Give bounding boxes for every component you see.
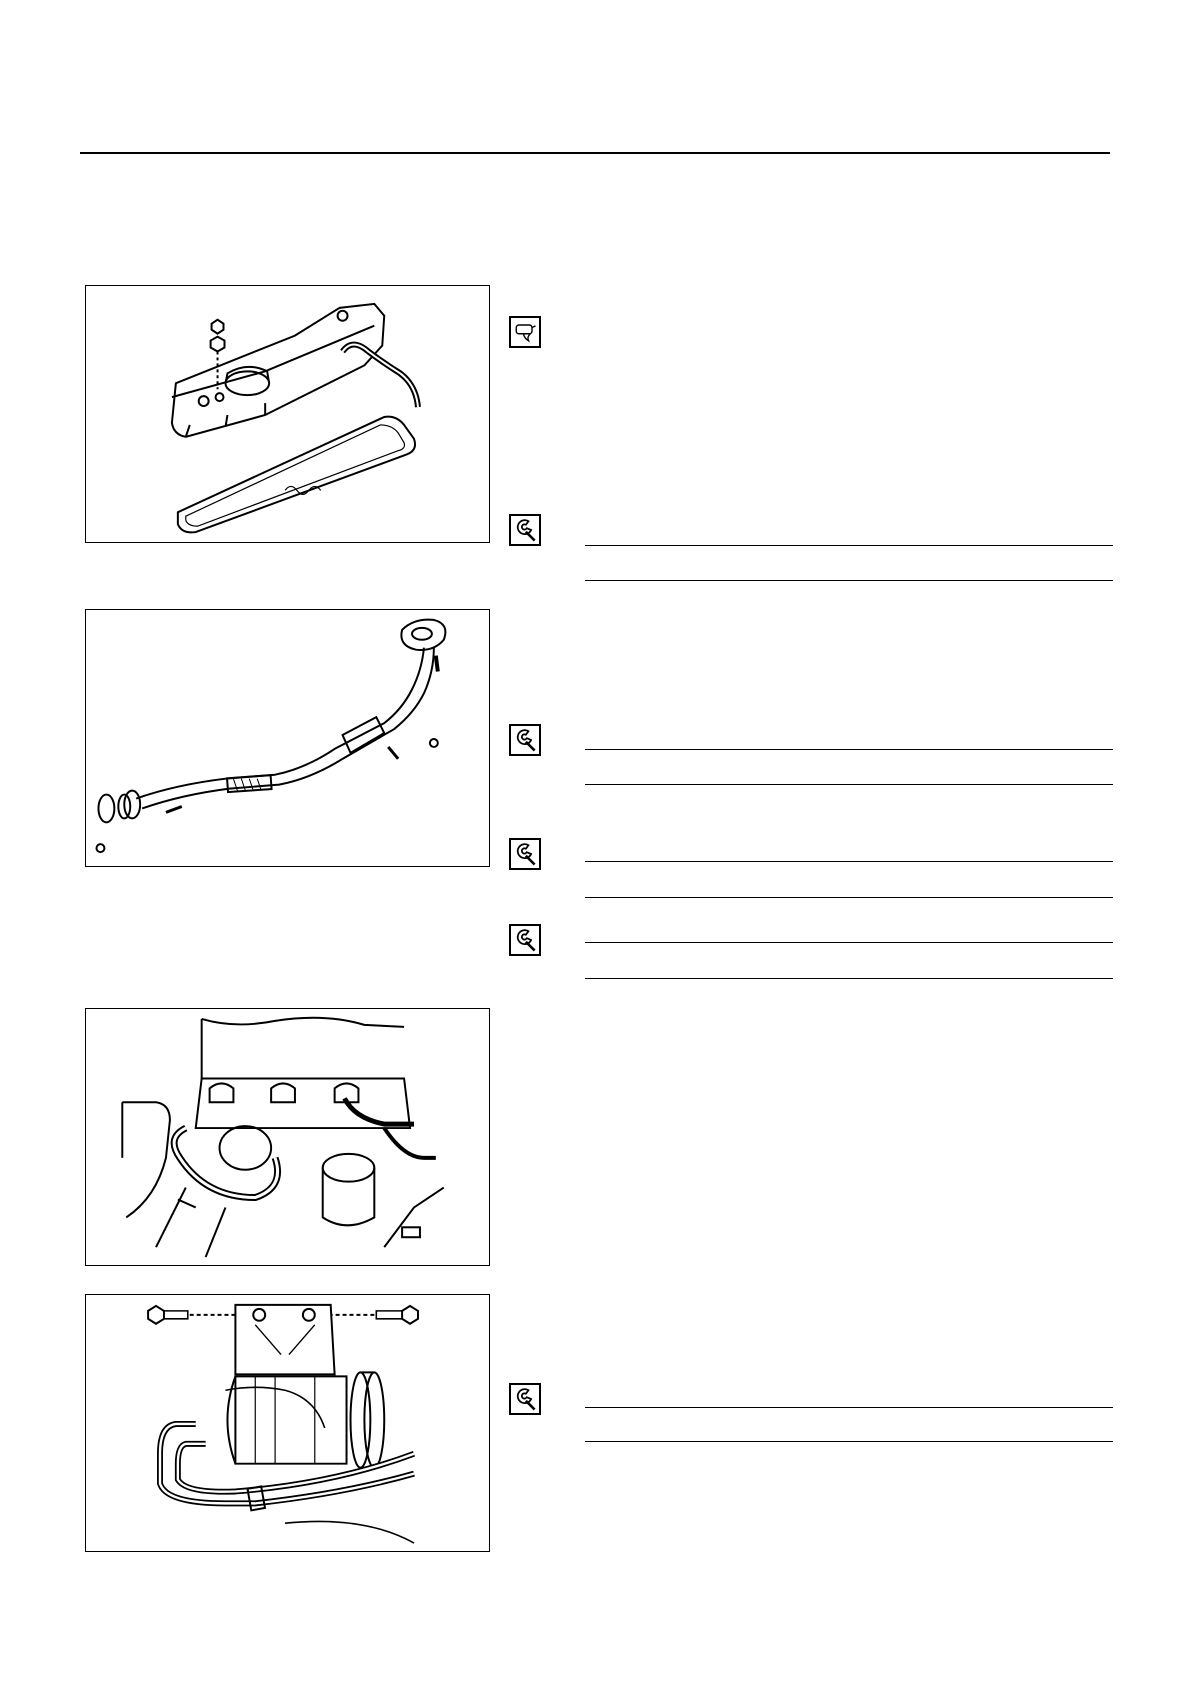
torque-wrench-icon [509,514,541,546]
header-rule [80,152,1110,154]
torque-spec-line [585,1407,1113,1408]
torque-spec-line [585,749,1113,750]
torque-spec-line [585,545,1113,546]
ac-compressor-drawing [86,1295,489,1551]
torque-wrench-icon [509,924,541,956]
torque-spec-line [585,1441,1113,1442]
oil-application-icon [509,316,541,348]
torque-spec-line [585,897,1113,898]
torque-wrench-icon [509,1383,541,1415]
torque-spec-line [585,861,1113,862]
torque-spec-line [585,580,1113,581]
exhaust-front-pipe-figure [85,609,490,867]
torque-wrench-icon [509,724,541,756]
torque-spec-line [585,784,1113,785]
ac-compressor-figure [85,1294,490,1552]
torque-spec-line [585,942,1113,943]
rocker-cover-figure [85,285,490,543]
exhaust-pipe-drawing [86,610,489,866]
torque-spec-line [585,978,1113,979]
engine-bay-drawing [86,1009,489,1265]
engine-bay-figure [85,1008,490,1266]
rocker-cover-drawing [86,286,489,542]
torque-wrench-icon [509,838,541,870]
